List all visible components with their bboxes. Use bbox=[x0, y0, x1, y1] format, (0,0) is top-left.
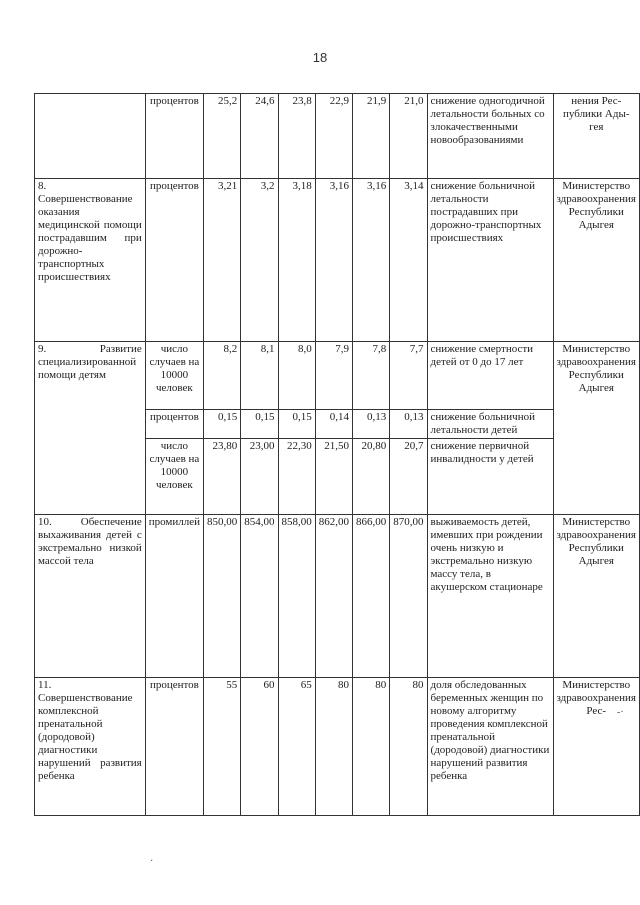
value-cell: 0,15 bbox=[278, 410, 315, 439]
value-cell: 80 bbox=[353, 678, 390, 816]
value-cell: 55 bbox=[204, 678, 241, 816]
result-cell: снижение смертности детей от 0 до 17 лет bbox=[427, 342, 553, 410]
value-cell: 0,15 bbox=[204, 410, 241, 439]
value-cell: 22,9 bbox=[315, 94, 352, 179]
measure-name: 11. Совершенствование комплексной пренатальной (дородовой) диагностики нарушений развития ребенка bbox=[35, 678, 146, 816]
value-cell: 21,9 bbox=[353, 94, 390, 179]
value-cell: 22,30 bbox=[278, 439, 315, 515]
measure-name: 9. Развитие специализированной помощи детям bbox=[35, 342, 146, 515]
unit-cell: процентов bbox=[145, 410, 203, 439]
executor-cell: Министерство здравоохранения Республики Адыгея bbox=[553, 342, 639, 515]
measure-name bbox=[35, 94, 146, 179]
measure-name: 10. Обеспечение выхаживания детей с экстремально низкой массой тела bbox=[35, 515, 146, 678]
executor-cell: Министерство здравоохранения Республики Адыгея bbox=[553, 515, 639, 678]
result-cell: снижение первичной инвалидности у детей bbox=[427, 439, 553, 515]
executor-cell: Министерство здравоохранения Республики Адыгея bbox=[553, 179, 639, 342]
result-cell: снижение одногодичной летальности больных со злокачественными новообразованиями bbox=[427, 94, 553, 179]
unit-cell: процентов bbox=[145, 94, 203, 179]
value-cell: 20,80 bbox=[353, 439, 390, 515]
value-cell: 0,14 bbox=[315, 410, 352, 439]
value-cell: 25,2 bbox=[204, 94, 241, 179]
table-row bbox=[35, 179, 640, 342]
value-cell: 20,7 bbox=[390, 439, 427, 515]
pen-mark: -· bbox=[617, 707, 624, 718]
pen-mark: · bbox=[150, 856, 154, 867]
value-cell: 21,50 bbox=[315, 439, 352, 515]
value-cell: 21,0 bbox=[390, 94, 427, 179]
value-cell: 3,21 bbox=[204, 179, 241, 342]
result-cell: доля обследованных беременных женщин по новому алгоритму проведения комплексной пренатальной (дородовой) диагностики нарушений развития ребенка bbox=[427, 678, 553, 816]
value-cell: 3,18 bbox=[278, 179, 315, 342]
value-cell: 858,00 bbox=[278, 515, 315, 678]
value-cell: 854,00 bbox=[241, 515, 278, 678]
page-number: 18 bbox=[312, 50, 328, 65]
value-cell: 850,00 bbox=[204, 515, 241, 678]
value-cell: 8,2 bbox=[204, 342, 241, 410]
table-row bbox=[35, 678, 640, 816]
measure-name: 8. Совершенствование оказания медицинской помощи пострадавшим при дорожно-транспортных происшествиях bbox=[35, 179, 146, 342]
indicators-table bbox=[34, 93, 640, 816]
result-cell: выживаемость детей, имевших при рождении очень низкую и экстремально низкую массу тела, в акушерском стационаре bbox=[427, 515, 553, 678]
table-body bbox=[35, 94, 640, 816]
value-cell: 7,8 bbox=[353, 342, 390, 410]
unit-cell: промиллей bbox=[145, 515, 203, 678]
result-cell: снижение больничной летальности детей bbox=[427, 410, 553, 439]
value-cell: 3,16 bbox=[353, 179, 390, 342]
value-cell: 80 bbox=[315, 678, 352, 816]
value-cell: 0,15 bbox=[241, 410, 278, 439]
value-cell: 23,00 bbox=[241, 439, 278, 515]
value-cell: 3,2 bbox=[241, 179, 278, 342]
value-cell: 65 bbox=[278, 678, 315, 816]
unit-cell: число случаев на 10000 человек bbox=[145, 342, 203, 410]
value-cell: 7,7 bbox=[390, 342, 427, 410]
value-cell: 866,00 bbox=[353, 515, 390, 678]
value-cell: 0,13 bbox=[390, 410, 427, 439]
value-cell: 23,8 bbox=[278, 94, 315, 179]
value-cell: 23,80 bbox=[204, 439, 241, 515]
value-cell: 3,16 bbox=[315, 179, 352, 342]
value-cell: 0,13 bbox=[353, 410, 390, 439]
table-row bbox=[35, 94, 640, 179]
value-cell: 24,6 bbox=[241, 94, 278, 179]
value-cell: 8,1 bbox=[241, 342, 278, 410]
executor-cell: нения Рес-публики Ады-гея bbox=[553, 94, 639, 179]
value-cell: 3,14 bbox=[390, 179, 427, 342]
unit-cell: число случаев на 10000 человек bbox=[145, 439, 203, 515]
executor-cell: Министерство здравоохранения Рес- bbox=[553, 678, 639, 816]
value-cell: 862,00 bbox=[315, 515, 352, 678]
table-row bbox=[35, 342, 640, 410]
value-cell: 8,0 bbox=[278, 342, 315, 410]
value-cell: 7,9 bbox=[315, 342, 352, 410]
unit-cell: процентов bbox=[145, 678, 203, 816]
value-cell: 80 bbox=[390, 678, 427, 816]
result-cell: снижение больничной летальности пострадавших при дорожно-транспортных происшествиях bbox=[427, 179, 553, 342]
unit-cell: процентов bbox=[145, 179, 203, 342]
table-row bbox=[35, 515, 640, 678]
value-cell: 870,00 bbox=[390, 515, 427, 678]
value-cell: 60 bbox=[241, 678, 278, 816]
